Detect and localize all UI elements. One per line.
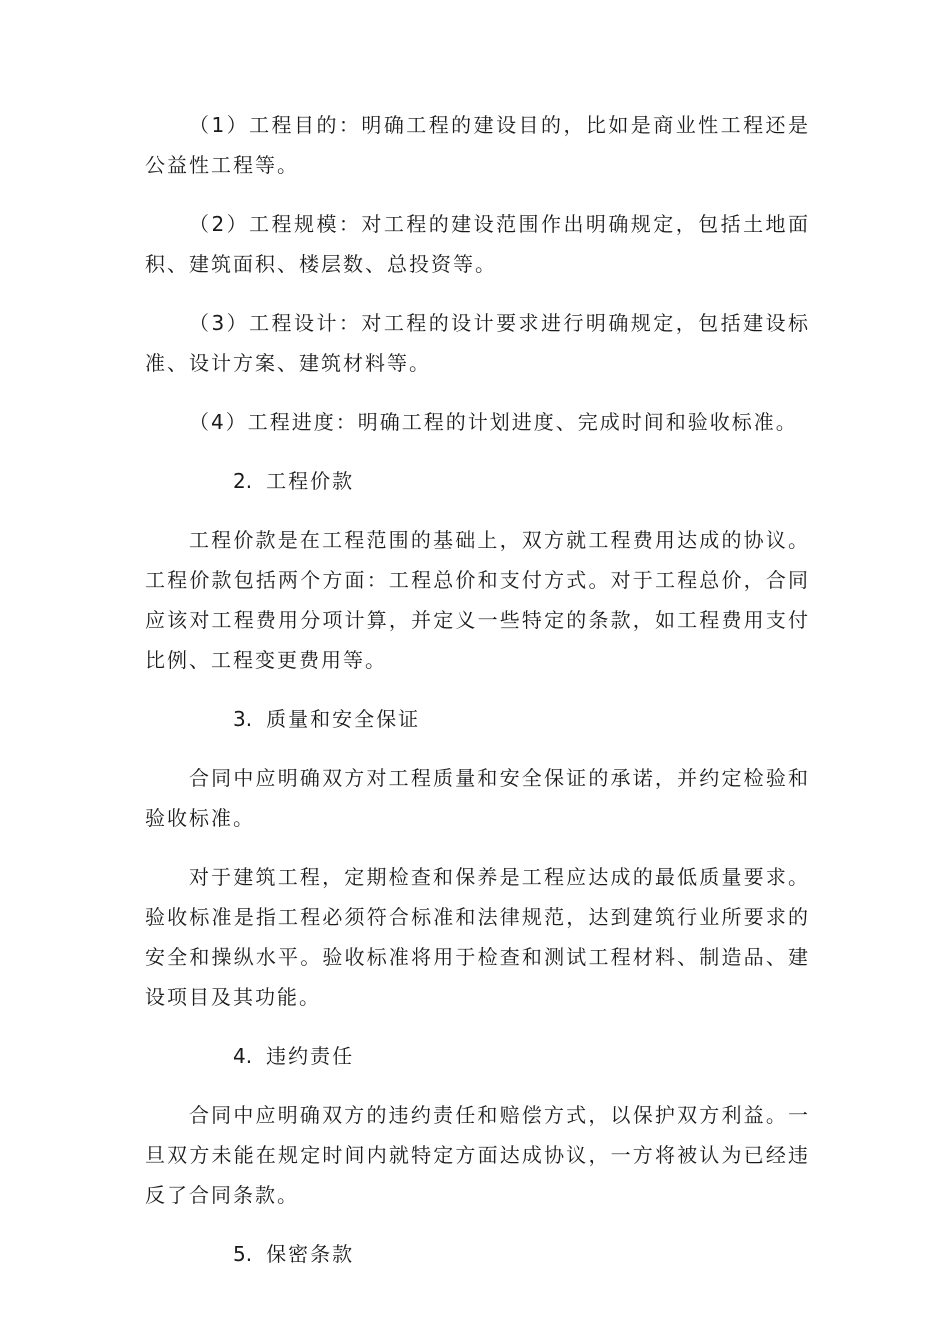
paragraph-progress: （4）工程进度：明确工程的计划进度、完成时间和验收标准。 (189, 410, 798, 434)
section-heading-quality (145, 699, 810, 739)
section-number: 3. (233, 707, 253, 731)
paragraph-price: 工程价款是在工程范围的基础上，双方就工程费用达成的协议。工程价款包括两个方面：工程总价和支付方式。对于工程总价，合同应该对工程费用分项计算，并定义一些特定的条款，如工程费用支付比例、工程变更费用等。 (145, 528, 810, 672)
paragraph-design: （3）工程设计：对工程的设计要求进行明确规定，包括建设标准、设计方案、建筑材料等。 (145, 311, 810, 375)
paragraph-quality-commitment: 合同中应明确双方对工程质量和安全保证的承诺，并约定检验和验收标准。 (145, 766, 810, 830)
section-heading-liability (145, 1036, 810, 1076)
section-number: 5. (233, 1242, 253, 1266)
section-title: 保密条款 (266, 1242, 355, 1266)
section-number: 4. (233, 1044, 253, 1068)
section-title: 质量和安全保证 (266, 707, 421, 731)
document-body (145, 105, 810, 1293)
section-heading-price (145, 461, 810, 501)
section-title: 违约责任 (266, 1044, 355, 1068)
paragraph-liability: 合同中应明确双方的违约责任和赔偿方式，以保护双方利益。一旦双方未能在规定时间内就特定方面达成协议，一方将被认为已经违反了合同条款。 (145, 1103, 810, 1207)
section-heading-confidentiality (145, 1234, 810, 1274)
section-title: 工程价款 (266, 469, 355, 493)
paragraph-quality-standards: 对于建筑工程，定期检查和保养是工程应达成的最低质量要求。验收标准是指工程必须符合标准和法律规范，达到建筑行业所要求的安全和操纵水平。验收标准将用于检查和测试工程材料、制造品、建设项目及其功能。 (145, 865, 810, 1009)
section-number: 2. (233, 469, 253, 493)
paragraph-scale: （2）工程规模：对工程的建设范围作出明确规定，包括土地面积、建筑面积、楼层数、总投资等。 (145, 212, 810, 276)
paragraph-goal: （1）工程目的：明确工程的建设目的，比如是商业性工程还是公益性工程等。 (145, 113, 810, 177)
